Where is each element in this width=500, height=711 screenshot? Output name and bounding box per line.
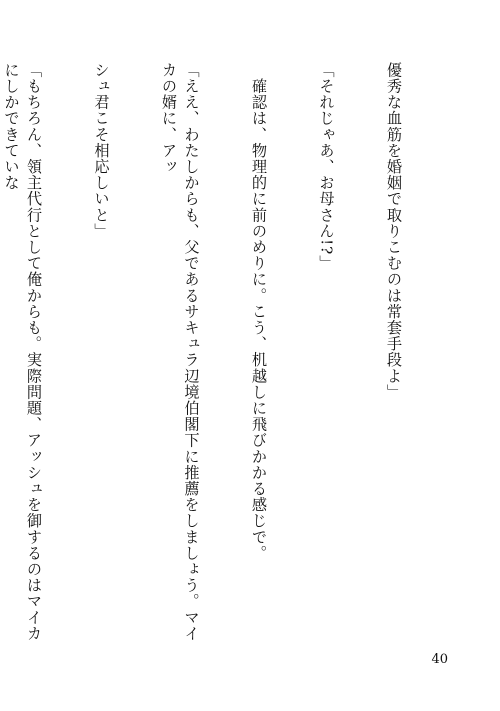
text-line-6 (0, 62, 45, 642)
text-line-6-content: 「もちろん、領主代行として俺からも。実際問題、アッシュを御するのはマイカにしかできていな (2, 62, 43, 642)
page-number: 40 (431, 652, 448, 667)
vertical-text-body (2, 62, 450, 642)
text-line-3-content: 確認は、物理的に前のめりに。こう、机越しに飛びかかる感じで。 (250, 62, 268, 562)
text-line-4-content: 「ええ、わたしからも、父であるサキュラ辺境伯閣下に推薦をしましょう。マイカの婿に、アッ (160, 62, 201, 642)
text-line-2 (315, 62, 338, 642)
text-line-2-content: 「それじゃあ、お母さん!?」 (317, 62, 336, 272)
text-line-5-content: シュ君こそ相応しいと」 (92, 62, 111, 240)
text-line-5 (90, 62, 113, 642)
text-line-3 (248, 62, 271, 642)
text-line-1-content: 優秀な血筋を婚姻で取りこむのは常套手段よ」 (385, 62, 403, 401)
text-line-4 (158, 62, 203, 642)
text-line-1 (383, 62, 406, 642)
